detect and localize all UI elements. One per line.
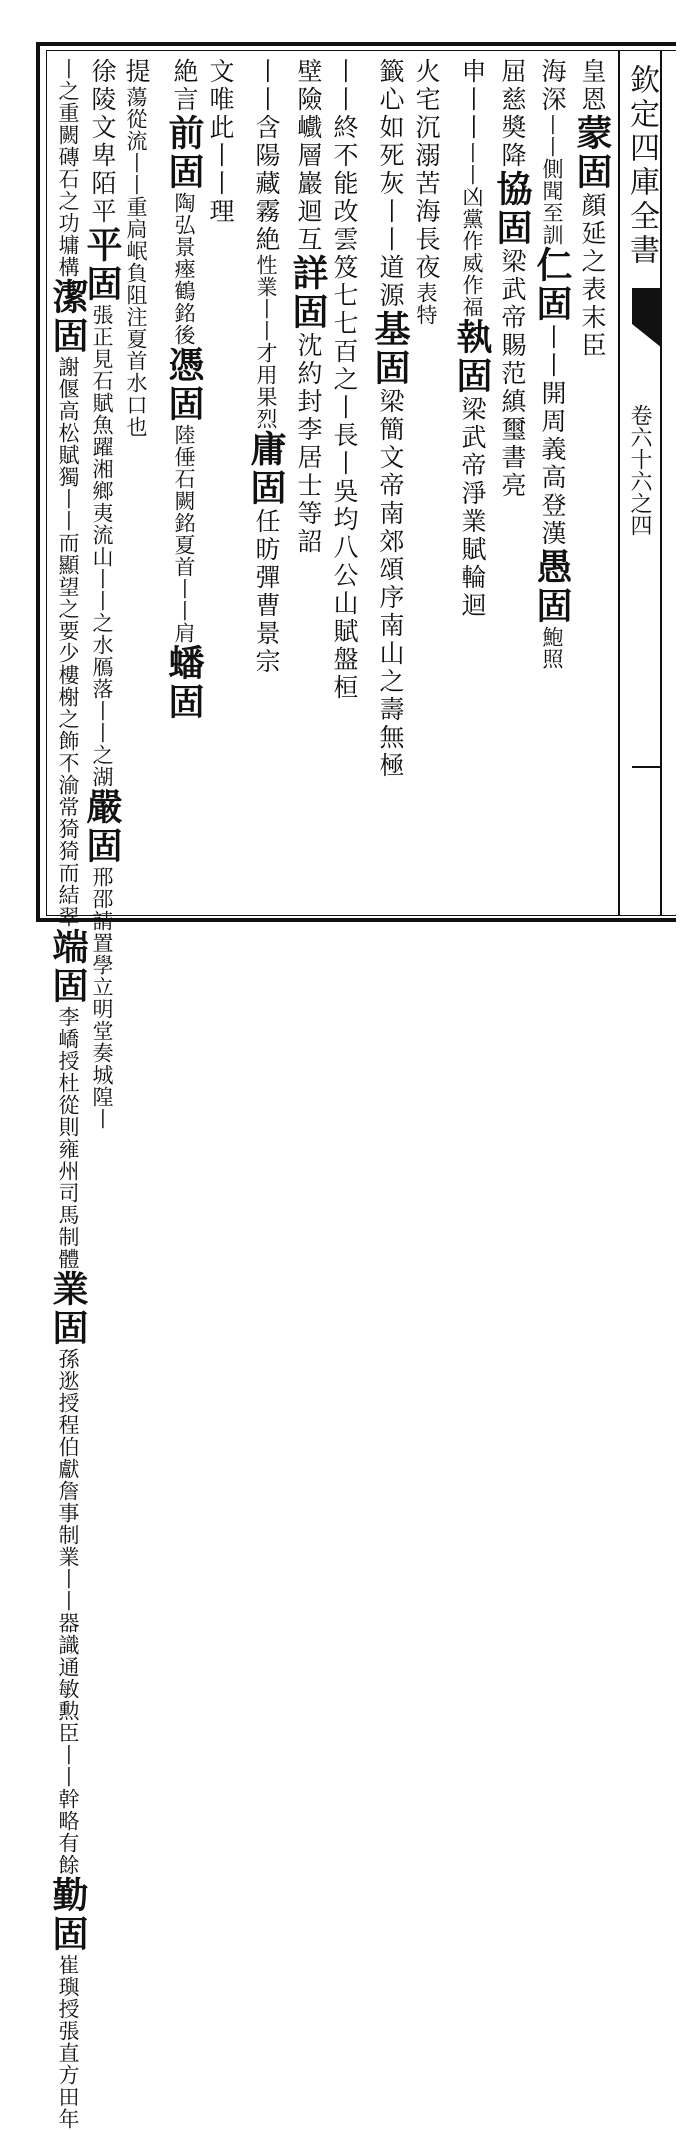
text-column-12: 提蕩從流丨丨重扃岷負阻注夏首水口也 [122,58,151,438]
headword: 基固 [369,310,411,388]
headword: 憑固 [163,346,205,424]
text-column-4: 申丨丨丨丨凶黨作威作福執固梁武帝淨業賦輪迴 [451,58,493,620]
text-column-3: 屈慈奬降協固梁武帝賜范縝璽書亮 [491,58,533,500]
headword: 執固 [451,318,493,396]
text-column-2: 海深丨丨側聞至訓仁固丨丨開周義高登漢愚固鮑照 [531,58,573,670]
text-column-11: 絶言前固陶弘景瘞鶴銘後憑固陸倕石闕銘夏首丨丨肩蟠固 [163,58,205,722]
text-column-9: 丨丨含陽藏霧絶性業丨丨才用果烈庸固任昉彈曹景宗 [245,58,287,676]
headword: 庸固 [245,430,287,508]
fishtail-mark [632,288,662,348]
headword: 嚴固 [81,788,123,866]
text-column-5: 火宅沉溺苦海長夜表特 [412,58,441,326]
text-column-1: 皇恩蒙固顔延之表末臣 [571,58,613,360]
headword: 仁固 [531,246,573,324]
text-column-14: 丨之重闕磚石之功墉構潔固謝偃高松賦獨丨丨而顯望之要少樓榭之飾不渝常猗猗而結翠端固李嶠授杜從則雍州司馬制體業固孫逖授程伯獻詹事制業丨丨器識通敏勲臣丨丨幹略有餘勤固崔璵授張直方田年 [47,58,89,2130]
headword: 平固 [81,226,123,304]
headword: 端固 [47,928,89,1006]
headword: 蟠固 [163,644,205,722]
headword: 詳固 [287,254,329,332]
text-column-13: 徐陵文卑陌平平固張正見石賦魚躍湘鄉夷流山丨丨之水鴈落丨丨之湖嚴固邢邵請置學立明堂奏城隍丨 [81,58,123,1130]
headword: 協固 [491,170,533,248]
juan-number: 卷六十六之四 [627,404,652,536]
text-column-10: 文唯此丨丨理 [206,58,235,226]
headword: 潔固 [47,278,89,356]
headword: 蒙固 [571,114,613,192]
headword: 業固 [47,1270,89,1348]
fold-line-right [660,50,662,916]
fold-rule [632,766,660,768]
headword: 前固 [163,114,205,192]
headword: 愚固 [531,548,573,626]
text-column-6: 籤心如死灰丨丨道源基固梁簡文帝南郊頌序南山之壽無極 [369,58,411,780]
headword: 勤固 [47,1876,89,1954]
text-column-8: 壁險巇層巖迴互詳固沈約封李居士等詔 [287,58,329,556]
fold-line-left [618,50,620,916]
book-title: 欽定四庫全書 [624,64,659,268]
text-column-7: 丨丨終不能改雲笈七七百之丨長丨吳均八公山賦盤桓 [330,58,359,702]
